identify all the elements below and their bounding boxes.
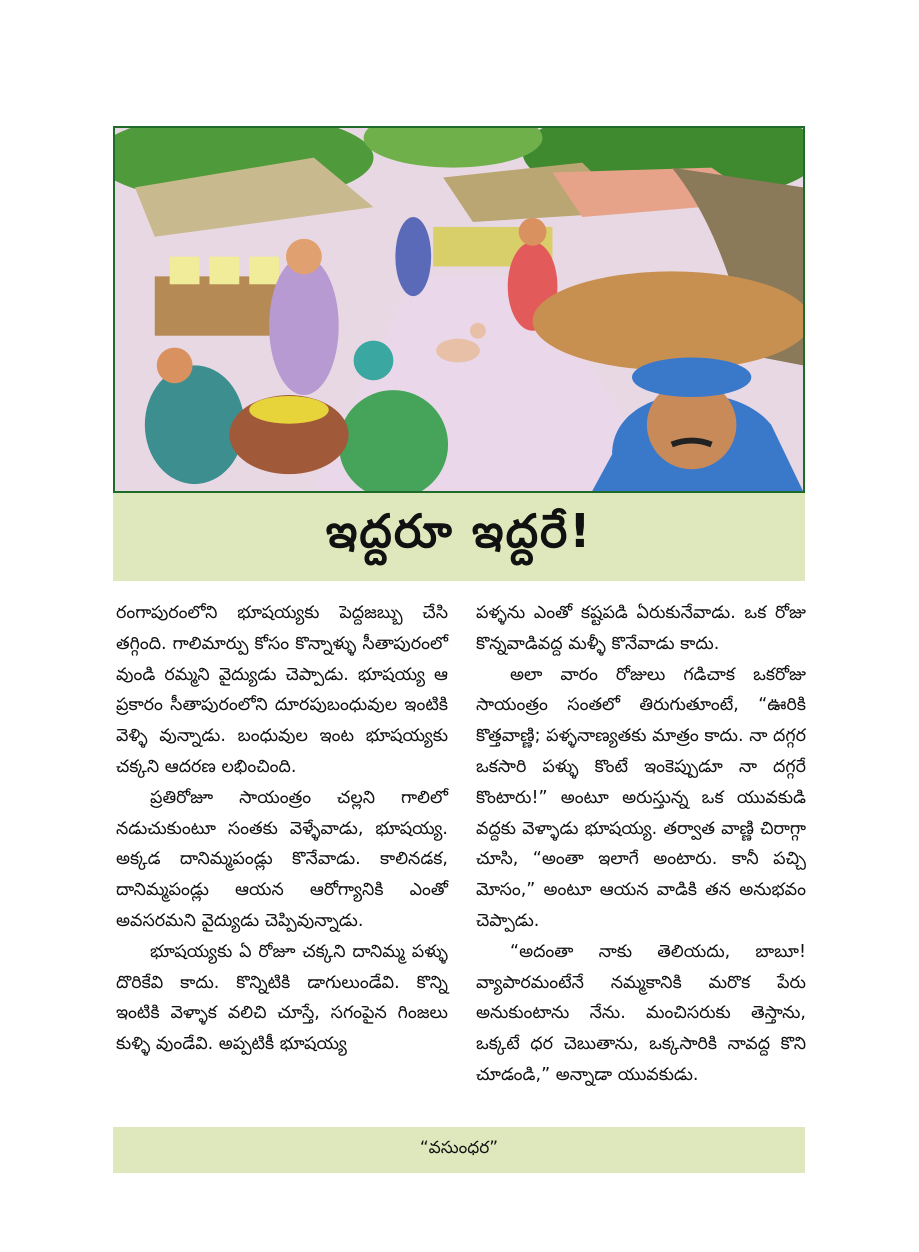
paragraph: భూషయ్యకు ఏ రోజూ చక్కని దానిమ్మ పళ్ళు దొరికేవి కాదు. కొన్నిటికి డాగులుండేవి. కొన్ని ఇంటికి వెళ్ళాక వలిచి చూస్తే, సగంపైన గింజలు కుళ్ళి వుండేవి. అప్పటికీ భూషయ్య (116, 941, 448, 1055)
title-band (113, 493, 805, 581)
market-scene-art (115, 128, 803, 491)
author-band (113, 1127, 805, 1173)
market-scene-illustration (113, 126, 805, 493)
paragraph: పళ్ళను ఎంతో కష్టపడి ఏరుకునేవాడు. ఒక రోజు కొన్నవాడివద్ద మళ్ళీ కొనేవాడు కాదు. (476, 603, 806, 654)
paragraph: ప్రతిరోజూ సాయంత్రం చల్లని గాలిలో నడుచుకుంటూ సంతకు వెళ్ళేవాడు, భూషయ్య. అక్కడ దానిమ్మపండ్లు కొనేవాడు. కాలినడక, దానిమ్మపండ్లు ఆయన ఆరోగ్యానికి ఎంతో అవసరమని వైద్యుడు చెప్పివున్నాడు. (116, 787, 448, 931)
paragraph: “అదంతా నాకు తెలియదు, బాబూ! వ్యాపారమంటేనే నమ్మకానికి మరొక పేరు అనుకుంటాను నేను. మంచిసరుకు తెస్తాను, ఒక్కటే ధర చెబుతాను, ఒక్కసారికి నావద్ద కొని చూడండి,” అన్నాడా యువకుడు. (476, 941, 806, 1085)
paragraph: రంగాపురంలోని భూషయ్యకు పెద్దజబ్బు చేసి తగ్గింది. గాలిమార్పు కోసం కొన్నాళ్ళు సీతాపురంలో వుండి రమ్మని వైద్యుడు చెప్పాడు. భూషయ్య ఆ ప్రకారం సీతాపురంలోని దూరపుబంధువుల ఇంటికి వెళ్ళి వున్నాడు. బంధువుల ఇంట భూషయ్యకు చక్కని ఆదరణ లభించింది. (116, 603, 448, 777)
right-column (476, 598, 806, 1091)
left-column (116, 598, 448, 1060)
paragraph: అలా వారం రోజులు గడిచాక ఒకరోజు సాయంత్రం సంతలో తిరుగుతూంటే, “ఊరికి కొత్తవాణ్ణి; పళ్ళనాణ్యతకు మాత్రం కాదు. నా దగ్గర ఒకసారి పళ్ళు కొంటే ఇంకెప్పుడూ నా దగ్గరే కొంటారు!” అంటూ అరుస్తున్న ఒక యువకుడి వద్దకు వెళ్ళాడు భూషయ్య. తర్వాత వాణ్ణి చిరాగ్గా చూసి, “అంతా ఇలాగే అంటారు. కానీ పచ్చి మోసం,” అంటూ ఆయన వాడికి తన అనుభవం చెప్పాడు. (476, 664, 806, 931)
story-title: ఇద్దరూ ఇద్దరే! (325, 504, 593, 558)
author-credit: “వసుంధర” (419, 1138, 499, 1158)
